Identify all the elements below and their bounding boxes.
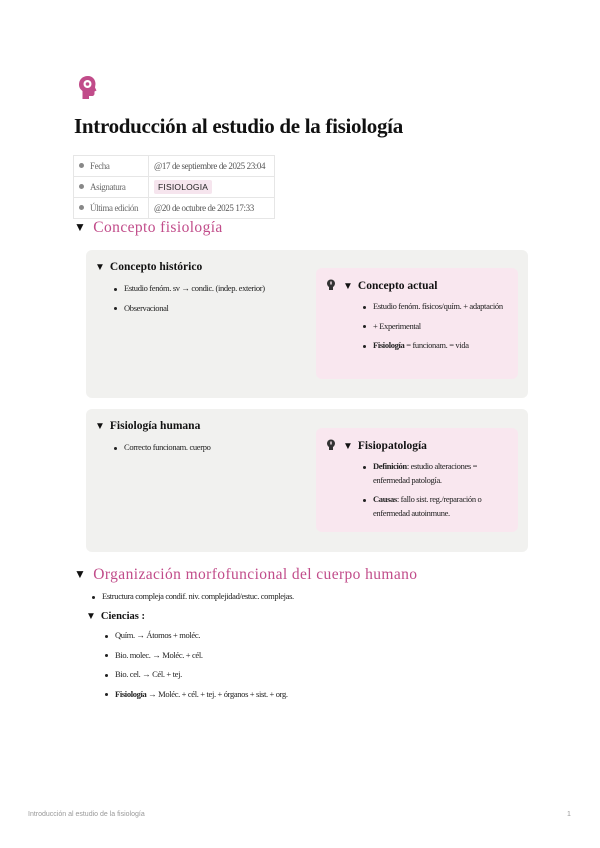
toggle-heading-actual[interactable]: ▼ Concepto actual xyxy=(326,279,437,292)
toggle-heading-historico[interactable]: ▼ Concepto histórico xyxy=(95,261,203,273)
toggle-triangle-icon[interactable]: ▼ xyxy=(343,441,353,452)
section-heading: Organización morfofuncional del cuerpo humano xyxy=(93,566,418,583)
list-item: Quím. → Átomos + moléc. xyxy=(105,629,310,643)
property-row-ultima-edicion xyxy=(74,198,275,219)
clock-icon xyxy=(79,205,84,210)
head-silhouette-icon xyxy=(76,74,100,102)
toggle-heading-fisiopatologia[interactable]: ▼ Fisiopatología xyxy=(326,439,427,452)
list-item: Fisiología = funcionam. = vida xyxy=(363,339,511,353)
clock-icon xyxy=(79,163,84,168)
property-value-fecha[interactable]: @17 de septiembre de 2025 23:04 xyxy=(149,156,275,177)
toggle-triangle-icon[interactable]: ▼ xyxy=(95,262,105,273)
property-row-fecha xyxy=(74,156,275,177)
subject-tag[interactable]: FISIOLOGIA xyxy=(154,180,212,194)
toggle-triangle-icon[interactable]: ▼ xyxy=(74,220,87,234)
property-value-ultima-edicion: @20 de octubre de 2025 17:33 xyxy=(149,198,275,219)
toggle-heading-organizacion[interactable] xyxy=(74,566,417,584)
list-item: Correcto funcionam. cuerpo xyxy=(114,441,309,455)
list-item: Definición: estudio alteraciones = enfermedad patología. xyxy=(363,460,513,487)
list-item: Estudio fenóm. sv → condic. (indep. exterior) xyxy=(114,282,309,296)
properties-table xyxy=(73,155,275,219)
toggle-triangle-icon[interactable]: ▼ xyxy=(95,421,105,432)
organizacion-intro-list xyxy=(92,590,512,610)
toggle-triangle-icon[interactable]: ▼ xyxy=(86,611,96,622)
list-item: Observacional xyxy=(114,302,309,316)
lightbulb-icon xyxy=(326,279,336,291)
list-item: Causas: fallo sist. reg./reparación o enfermedad autoinmune. xyxy=(363,493,513,520)
list-item: Bio. cel. → Cél. + tej. xyxy=(105,668,310,682)
humana-list xyxy=(114,441,309,461)
toggle-heading-concepto[interactable] xyxy=(74,219,223,237)
list-item: Estructura compleja condif. niv. complejidad/estuc. complejas. xyxy=(92,590,512,604)
toggle-triangle-icon[interactable]: ▼ xyxy=(343,281,353,292)
property-label: Fecha xyxy=(90,161,110,171)
property-row-asignatura xyxy=(74,177,275,198)
property-label: Asignatura xyxy=(90,182,126,192)
property-label: Última edición xyxy=(90,203,139,213)
historico-list xyxy=(114,282,309,321)
section-heading: Concepto fisiología xyxy=(93,219,223,236)
ciencias-list xyxy=(105,629,310,707)
list-item: + Experimental xyxy=(363,320,511,334)
list-item: Estudio fenóm. físicos/quím. + adaptación xyxy=(363,300,511,314)
list-item: Bio. molec. → Moléc. + cél. xyxy=(105,649,310,663)
list-item: Fisiología → Moléc. + cél. + tej. + órganos + sist. + org. xyxy=(105,688,310,702)
select-icon xyxy=(79,184,84,189)
toggle-heading-ciencias[interactable]: ▼ Ciencias : xyxy=(86,611,145,622)
page-title: Introducción al estudio de la fisiología xyxy=(74,114,403,138)
fisiopatologia-list xyxy=(363,460,513,526)
actual-list xyxy=(363,300,511,359)
toggle-heading-humana[interactable]: ▼ Fisiología humana xyxy=(95,420,201,432)
toggle-triangle-icon[interactable]: ▼ xyxy=(74,567,87,581)
page-number: 1 xyxy=(567,811,571,818)
footer-title: Introducción al estudio de la fisiología xyxy=(28,811,145,818)
lightbulb-icon xyxy=(326,439,336,451)
